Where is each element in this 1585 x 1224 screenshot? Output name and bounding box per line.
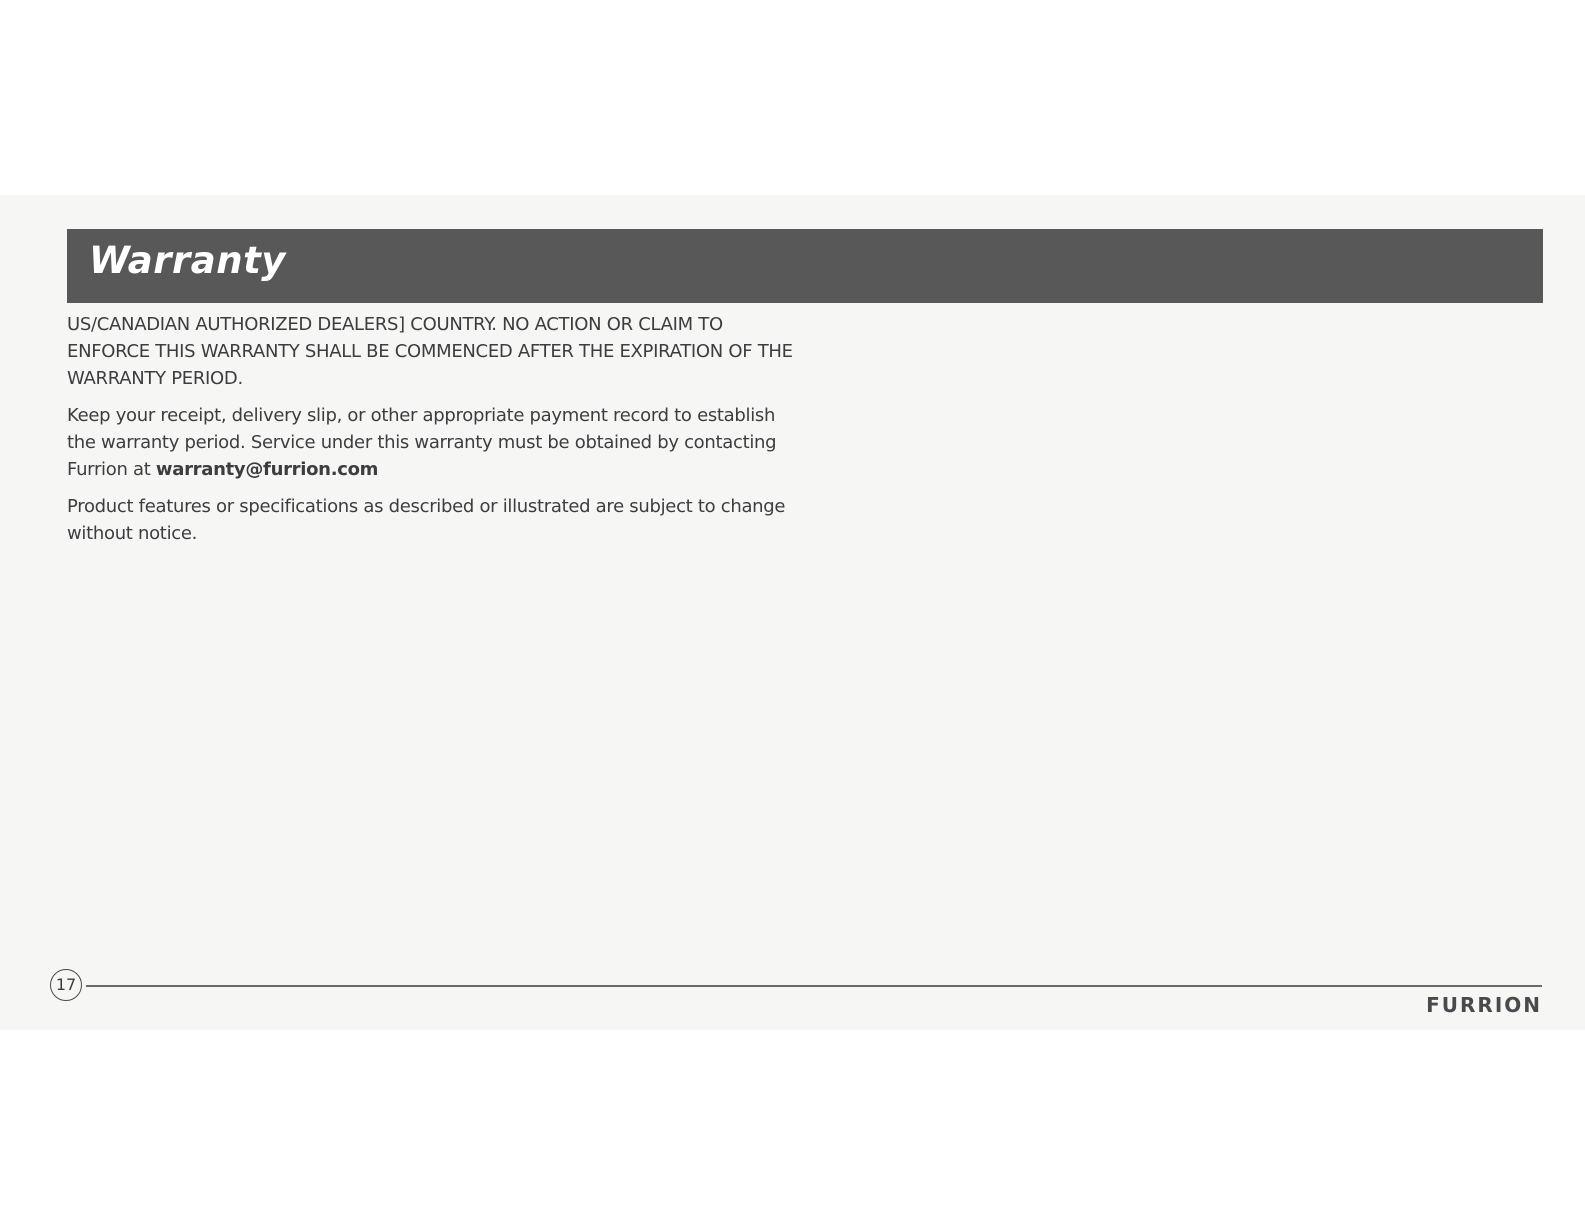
receipt-paragraph xyxy=(67,402,797,483)
receipt-text: Keep your receipt, delivery slip, or other appropriate payment record to establish the warranty period. Service under this warranty must be obtained by contacting Furrion at xyxy=(67,405,777,480)
brand-logo: FURRION xyxy=(1426,993,1542,1017)
section-title-bar xyxy=(67,229,1543,303)
features-notice-paragraph: Product features or specifications as described or illustrated are subject to change without notice. xyxy=(67,496,786,544)
page-title: Warranty xyxy=(89,239,286,282)
warranty-email: warranty@furrion.com xyxy=(155,459,379,480)
footer-divider xyxy=(86,985,1542,987)
page-number-badge: 17 xyxy=(50,969,82,1001)
warranty-content xyxy=(67,311,797,557)
warranty-claim-paragraph: US/CANADIAN AUTHORIZED DEALERS] COUNTRY. NO ACTION OR CLAIM TO ENFORCE THIS WARRANTY SHALL BE COMMENCED AFTER THE EXPIRATION OF THE WARRANTY PERIOD. xyxy=(67,314,793,389)
